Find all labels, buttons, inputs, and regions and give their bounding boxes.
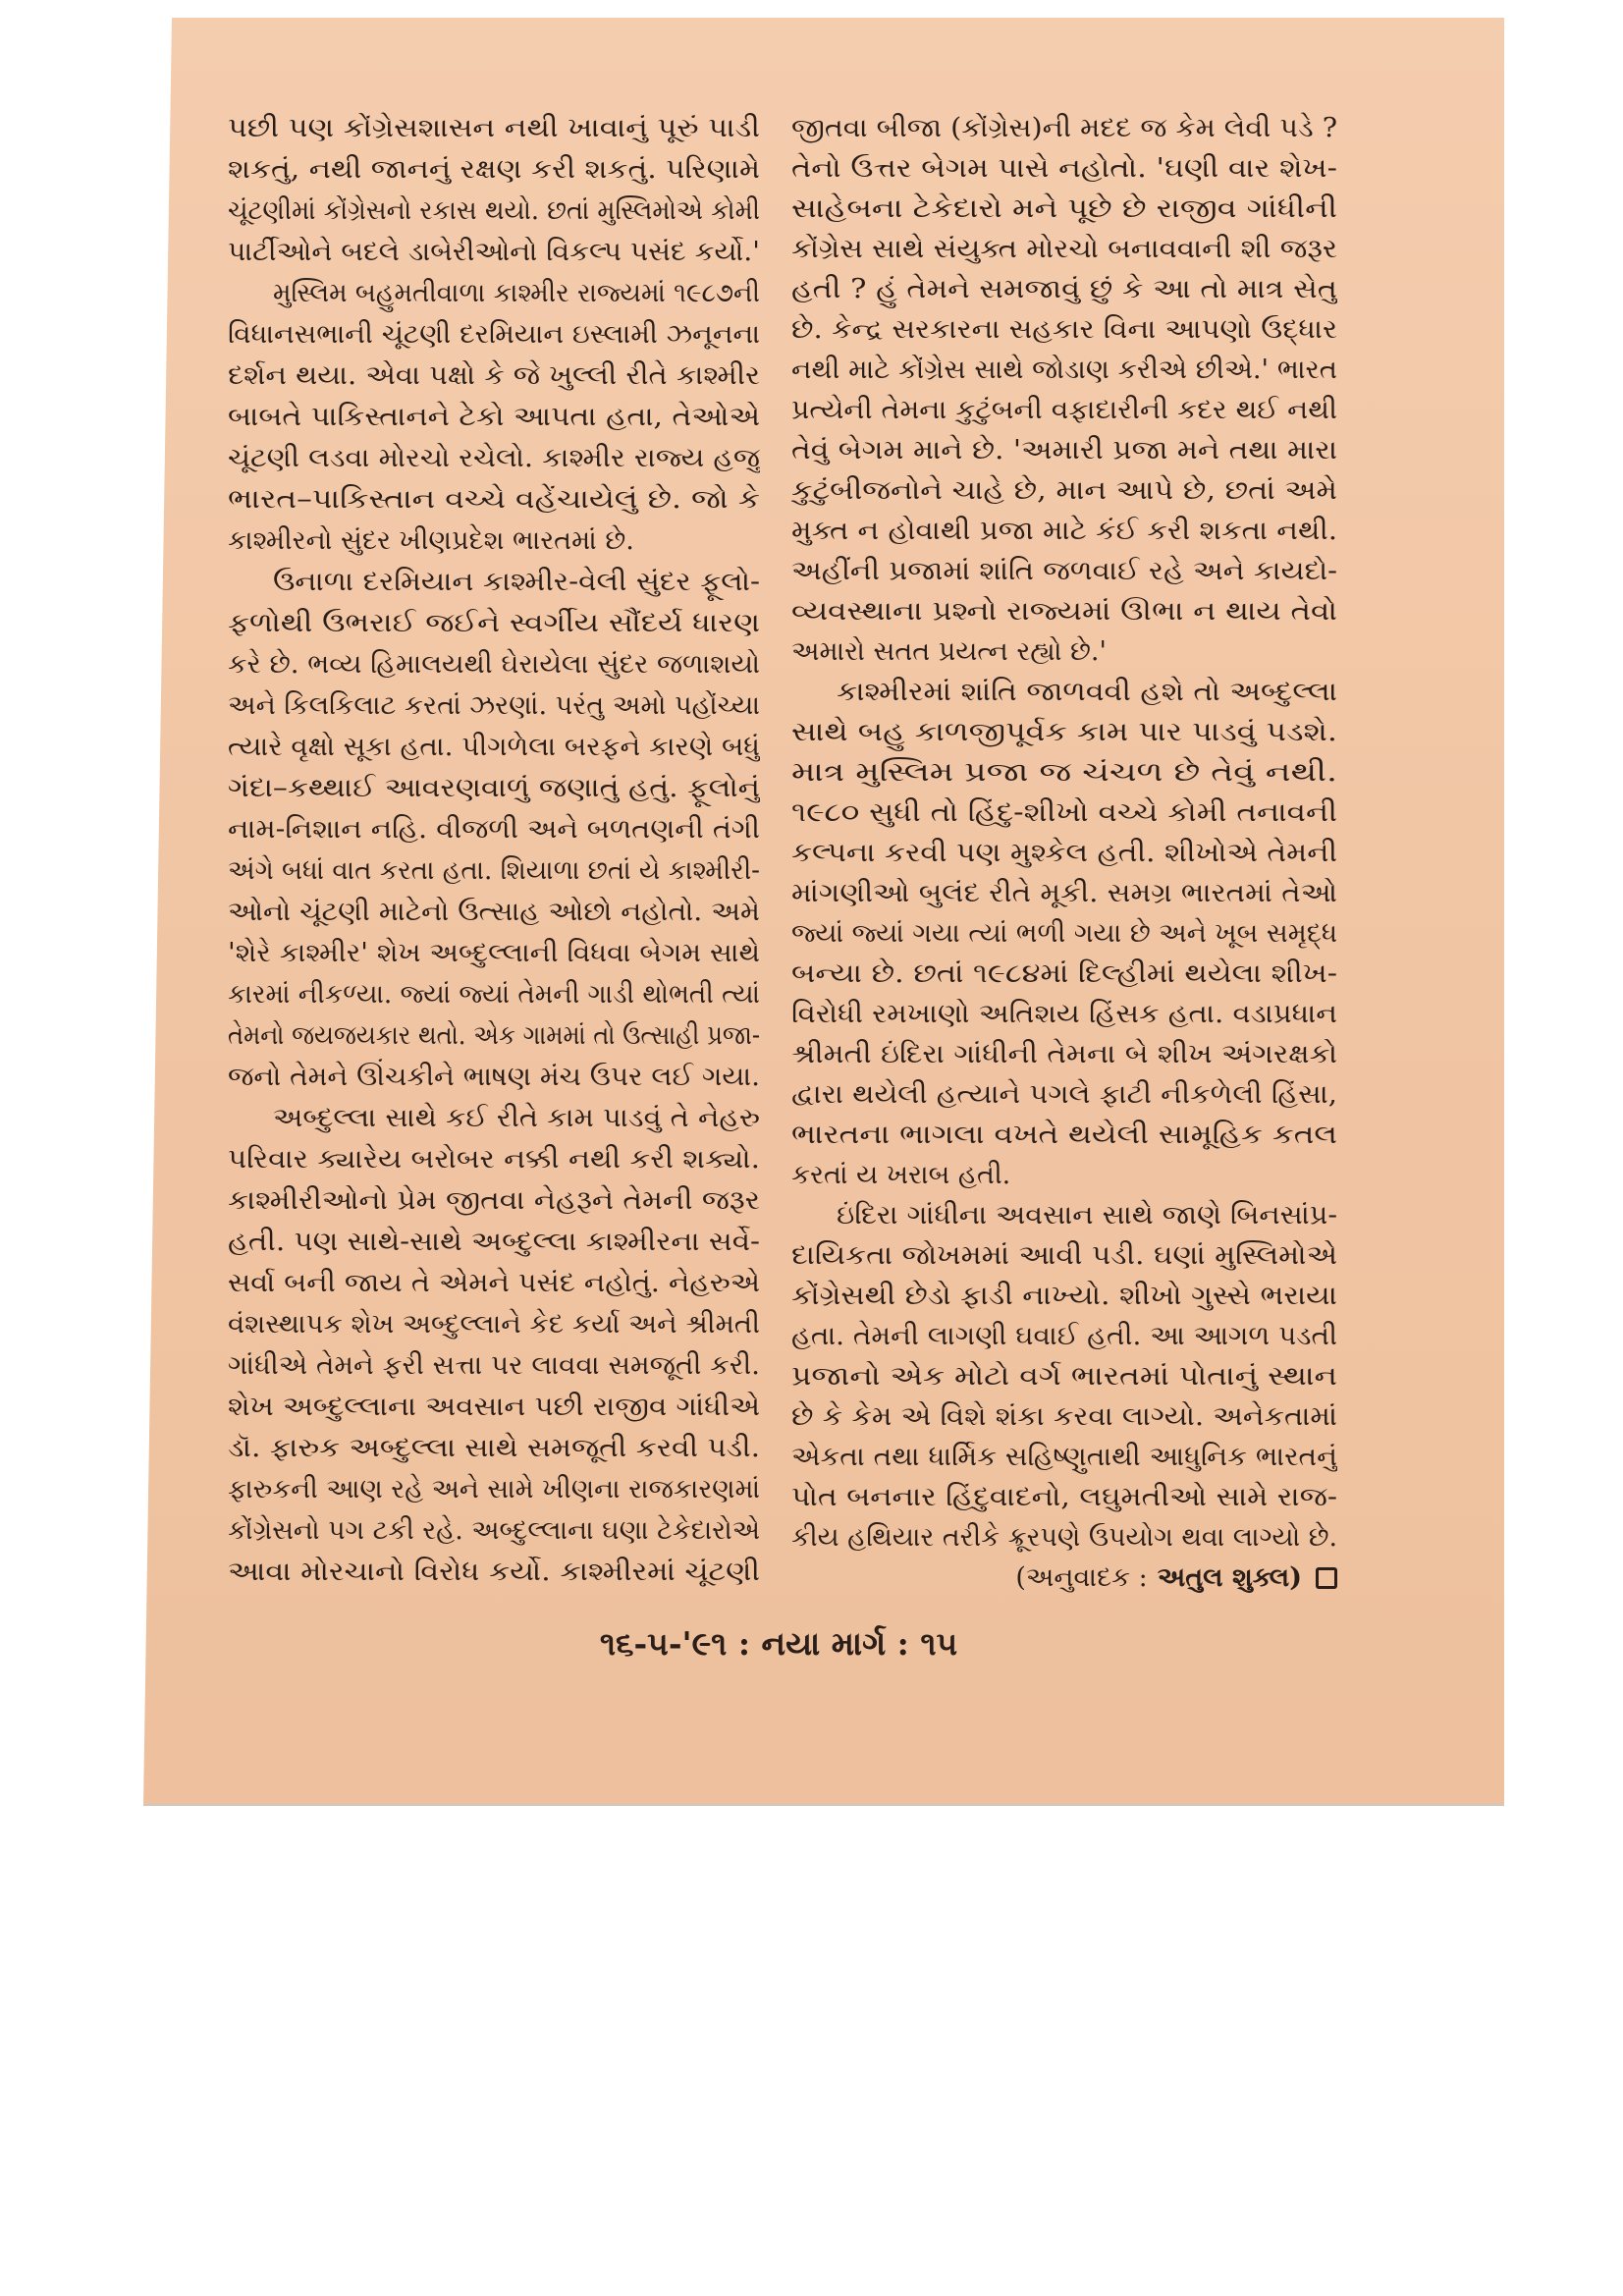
paragraph-end-line: કરતાં ય ખરાબ હતી. xyxy=(791,1160,1011,1190)
text-line: પ્રજાનો એક મોટો વર્ગ ભારતમાં પોતાનું સ્થાન xyxy=(791,1361,1337,1392)
translator-name: અતુલ શુક્લ) xyxy=(1157,1562,1302,1593)
text-line: પ્રત્યેની તેમના કુટુંબની વફાદારીની કદર થઈ નથી xyxy=(791,395,1337,425)
text-line: દ્વારા થયેલી હત્યાને પગલે ફાટી નીકળેલી હિંસા, xyxy=(791,1079,1337,1110)
text-line: દાયિકતા જોખમમાં આવી પડી. ઘણાં મુસ્લિમોએ xyxy=(791,1240,1337,1271)
text-line: ચૂંટણીમાં કોંગ્રેસનો રકાસ થયો. છતાં મુસ્લિમોએ કોમી xyxy=(228,195,760,226)
text-line: જીતવા બીજા (કોંગ્રેસ)ની મદદ જ કેમ લેવી પડે ? xyxy=(791,113,1337,143)
text-line: વ્યવસ્થાના પ્રશ્નો રાજ્યમાં ઊભા ન થાય તેવો xyxy=(791,596,1337,627)
text-line: કાશ્મીરીઓનો પ્રેમ જીતવા નેહરૂને તેમની જરૂર xyxy=(228,1185,760,1216)
text-line: વિરોધી રમખાણો અતિશય હિંસક હતા. વડાપ્રધાન xyxy=(791,999,1337,1029)
text-line: વિધાનસભાની ચૂંટણી દરમિયાન ઇસ્લામી ઝનૂનના xyxy=(228,319,760,350)
text-line: હતી ? હું તેમને સમજાવું છું કે આ તો માત્ર સેતુ xyxy=(791,274,1337,304)
page-footer xyxy=(563,1618,995,1669)
text-line: નામ-નિશાન નહિ. વીજળી અને બળતણની તંગી xyxy=(228,814,760,845)
text-line: ભારતના ભાગલા વખતે થયેલી સામૂહિક કતલ xyxy=(791,1120,1337,1150)
text-line: બાબતે પાકિસ્તાનને ટેકો આપતા હતા, તેઓએ xyxy=(228,402,760,432)
paragraph-start-line: ઉનાળા દરમિયાન કાશ્મીર-વેલી સુંદર ફૂલો- xyxy=(273,567,760,597)
page-bottom-edge xyxy=(143,1804,1504,1806)
text-line: હતા. તેમની લાગણી ઘવાઈ હતી. આ આગળ પડતી xyxy=(791,1321,1337,1351)
text-line: સર્વા બની જાય તે એમને પસંદ નહોતું. નેહરુએ xyxy=(228,1268,760,1298)
text-line: અહીંની પ્રજામાં શાંતિ જળવાઈ રહે અને કાયદો- xyxy=(791,556,1337,586)
text-line: ચૂંટણી લડવા મોરચો રચેલો. કાશ્મીર રાજ્ય હજુ xyxy=(228,443,760,473)
text-line: કોંગ્રેસથી છેડો ફાડી નાખ્યો. શીખો ગુસ્સે ભરાયા xyxy=(791,1281,1337,1311)
text-line: કુટુંબીજનોને ચાહે છે, માન આપે છે, છતાં અમે xyxy=(791,475,1337,506)
text-line: ફારુકની આણ રહે અને સામે ખીણના રાજકારણમાં xyxy=(228,1474,760,1504)
text-line: સાહેબના ટેકેદારો મને પૂછે છે રાજીવ ગાંધીની xyxy=(791,193,1337,224)
text-line: આવા મોરચાનો વિરોધ કર્યો. કાશ્મીરમાં ચૂંટણી xyxy=(228,1557,760,1587)
paragraph-start-line: ઇંદિરા ગાંધીના અવસાન સાથે જાણે બિનસાંપ્ર- xyxy=(837,1200,1337,1230)
left-column xyxy=(228,108,760,1611)
text-line: ડૉ. ફારુક અબ્દુલ્લા સાથે સમજૂતી કરવી પડી. xyxy=(228,1433,760,1463)
translator-credit xyxy=(791,1558,1337,1598)
text-line: છે કે કેમ એ વિશે શંકા કરવા લાગ્યો. અનેકતામાં xyxy=(791,1401,1337,1432)
text-line: છે. કેન્દ્ર સરકારના સહકાર વિના આપણો ઉદ્ધાર xyxy=(791,314,1337,345)
right-column xyxy=(791,108,1337,1640)
text-line: માંગણીઓ બુલંદ રીતે મૂકી. સમગ્ર ભારતમાં તેઓ xyxy=(791,878,1337,908)
translator-label: (અનુવાદક : xyxy=(1015,1562,1148,1593)
text-line: જનો તેમને ઊંચકીને ભાષણ મંચ ઉપર લઈ ગયા. xyxy=(228,1062,760,1092)
translator-credit-text xyxy=(1015,1558,1337,1598)
text-line: કોંગ્રેસ સાથે સંયુક્ત મોરચો બનાવવાની શી જરૂર xyxy=(791,234,1337,264)
text-line: કારમાં નીકળ્યા. જ્યાં જ્યાં તેમની ગાડી થોભતી ત્યાં xyxy=(228,979,760,1010)
text-line: ગાંધીએ તેમને ફરી સત્તા પર લાવવા સમજૂતી કરી. xyxy=(228,1350,760,1381)
text-line: તેનો ઉત્તર બેગમ પાસે નહોતો. 'ઘણી વાર શેખ- xyxy=(791,153,1337,184)
text-line: ગંદા–કથ્થાઈ આવરણવાળું જણાતું હતું. ફૂલોનું xyxy=(228,773,760,803)
text-line: વંશસ્થાપક શેખ અબ્દુલ્લાને કેદ કર્યા અને શ્રીમતી xyxy=(228,1309,760,1339)
text-line: પાર્ટીઓને બદલે ડાબેરીઓનો વિકલ્પ પસંદ કર્યો.' xyxy=(228,237,760,267)
paragraph-start-line: કાશ્મીરમાં શાંતિ જાળવવી હશે તો અબ્દુલ્લા xyxy=(837,677,1337,707)
text-line: ઓનો ચૂંટણી માટેનો ઉત્સાહ ઓછો નહોતો. અમે xyxy=(228,897,760,927)
paragraph-start-line: અબ્દુલ્લા સાથે કઈ રીતે કામ પાડવું તે નેહરુ xyxy=(273,1103,760,1133)
text-line: કીય હથિયાર તરીકે ક્રૂરપણે ઉપયોગ થવા લાગ્યો છે. xyxy=(791,1522,1337,1553)
text-line: 'શેરે કાશ્મીર' શેખ અબ્દુલ્લાની વિધવા બેગમ સાથે xyxy=(228,938,760,968)
text-line: જ્યાં જ્યાં ગયા ત્યાં ભળી ગયા છે અને ખૂબ સમૃદ્ધ xyxy=(791,918,1337,949)
text-line: હતી. પણ સાથે-સાથે અબ્દુલ્લા કાશ્મીરના સર્વે- xyxy=(228,1227,760,1257)
text-line: એકતા તથા ધાર્મિક સહિષ્ણુતાથી આધુનિક ભારતનું xyxy=(791,1442,1337,1472)
text-line: બન્યા છે. છતાં ૧૯૮૪માં દિલ્હીમાં થયેલા શીખ- xyxy=(791,958,1337,989)
text-line: શકતું, નથી જાનનું રક્ષણ કરી શકતું. પરિણામે xyxy=(228,154,760,185)
footer-date-magazine-page: ૧૬-૫-'૯૧ : નયા માર્ગ : ૧૫ xyxy=(599,1624,958,1663)
text-line: નથી માટે કોંગ્રેસ સાથે જોડાણ કરીએ છીએ.' ભારત xyxy=(791,355,1337,385)
paragraph-start-line: મુસ્લિમ બહુમતીવાળા કાશ્મીર રાજ્યમાં ૧૯૮૭ની xyxy=(273,278,760,308)
text-line: ૧૯૮૦ સુધી તો હિંદુ-શીખો વચ્ચે કોમી તનાવની xyxy=(791,797,1337,828)
text-line: શેખ અબ્દુલ્લાના અવસાન પછી રાજીવ ગાંધીએ xyxy=(228,1392,760,1422)
text-line: મુક્ત ન હોવાથી પ્રજા માટે કંઈ કરી શકતા નથી. xyxy=(791,516,1337,546)
end-mark-icon xyxy=(1316,1567,1337,1589)
text-line: દર્શન થયા. એવા પક્ષો કે જે ખુલ્લી રીતે કાશ્મીર xyxy=(228,360,760,391)
text-line: શ્રીમતી ઇંદિરા ગાંધીની તેમના બે શીખ અંગરક્ષકો xyxy=(791,1039,1337,1069)
text-line: તેવું બેગમ માને છે. 'અમારી પ્રજા મને તથા મારા xyxy=(791,435,1337,465)
text-line: ભારત–પાકિસ્તાન વચ્ચે વહેંચાયેલું છે. જો કે xyxy=(228,484,760,515)
text-line: કોંગ્રેસનો પગ ટકી રહે. અબ્દુલ્લાના ઘણા ટેકેદારોએ xyxy=(228,1515,760,1546)
text-line: કરે છે. ભવ્ય હિમાલયથી ઘેરાયેલા સુંદર જળાશયો xyxy=(228,649,760,680)
text-line: માત્ર મુસ્લિમ પ્રજા જ ચંચળ છે તેવું નથી. xyxy=(791,757,1337,788)
text-line: ત્યારે વૃક્ષો સૂકા હતા. પીગળેલા બરફને કારણે બધું xyxy=(228,732,760,762)
text-line: ફળોથી ઉભરાઈ જઈને સ્વર્ગીય સૌંદર્ય ધારણ xyxy=(228,608,760,638)
text-line: સાથે બહુ કાળજીપૂર્વક કામ પાર પાડવું પડશે. xyxy=(791,717,1337,747)
text-line: પછી પણ કોંગ્રેસશાસન નથી ખાવાનું પૂરું પાડી xyxy=(228,113,760,143)
paragraph-end-line: કાશ્મીરનો સુંદર ખીણપ્રદેશ ભારતમાં છે. xyxy=(228,525,634,556)
text-line: અંગે બધાં વાત કરતા હતા. શિયાળા છતાં યે કાશ્મીરી- xyxy=(228,855,760,886)
paragraph-end-line: અમારો સતત પ્રયત્ન રહ્યો છે.' xyxy=(791,636,1107,667)
text-line: તેમનો જયજયકાર થતો. એક ગામમાં તો ઉત્સાહી પ્રજા- xyxy=(228,1020,760,1051)
text-line: પોત બનનાર હિંદુવાદનો, લઘુમતીઓ સામે રાજ- xyxy=(791,1482,1337,1512)
text-line: અને કિલકિલાટ કરતાં ઝરણાં. પરંતુ અમો પહોંચ્યા xyxy=(228,690,760,721)
text-line: પરિવાર ક્યારેય બરોબર નક્કી નથી કરી શક્યો. xyxy=(228,1144,760,1175)
text-line: કલ્પના કરવી પણ મુશ્કેલ હતી. શીખોએ તેમની xyxy=(791,838,1337,868)
